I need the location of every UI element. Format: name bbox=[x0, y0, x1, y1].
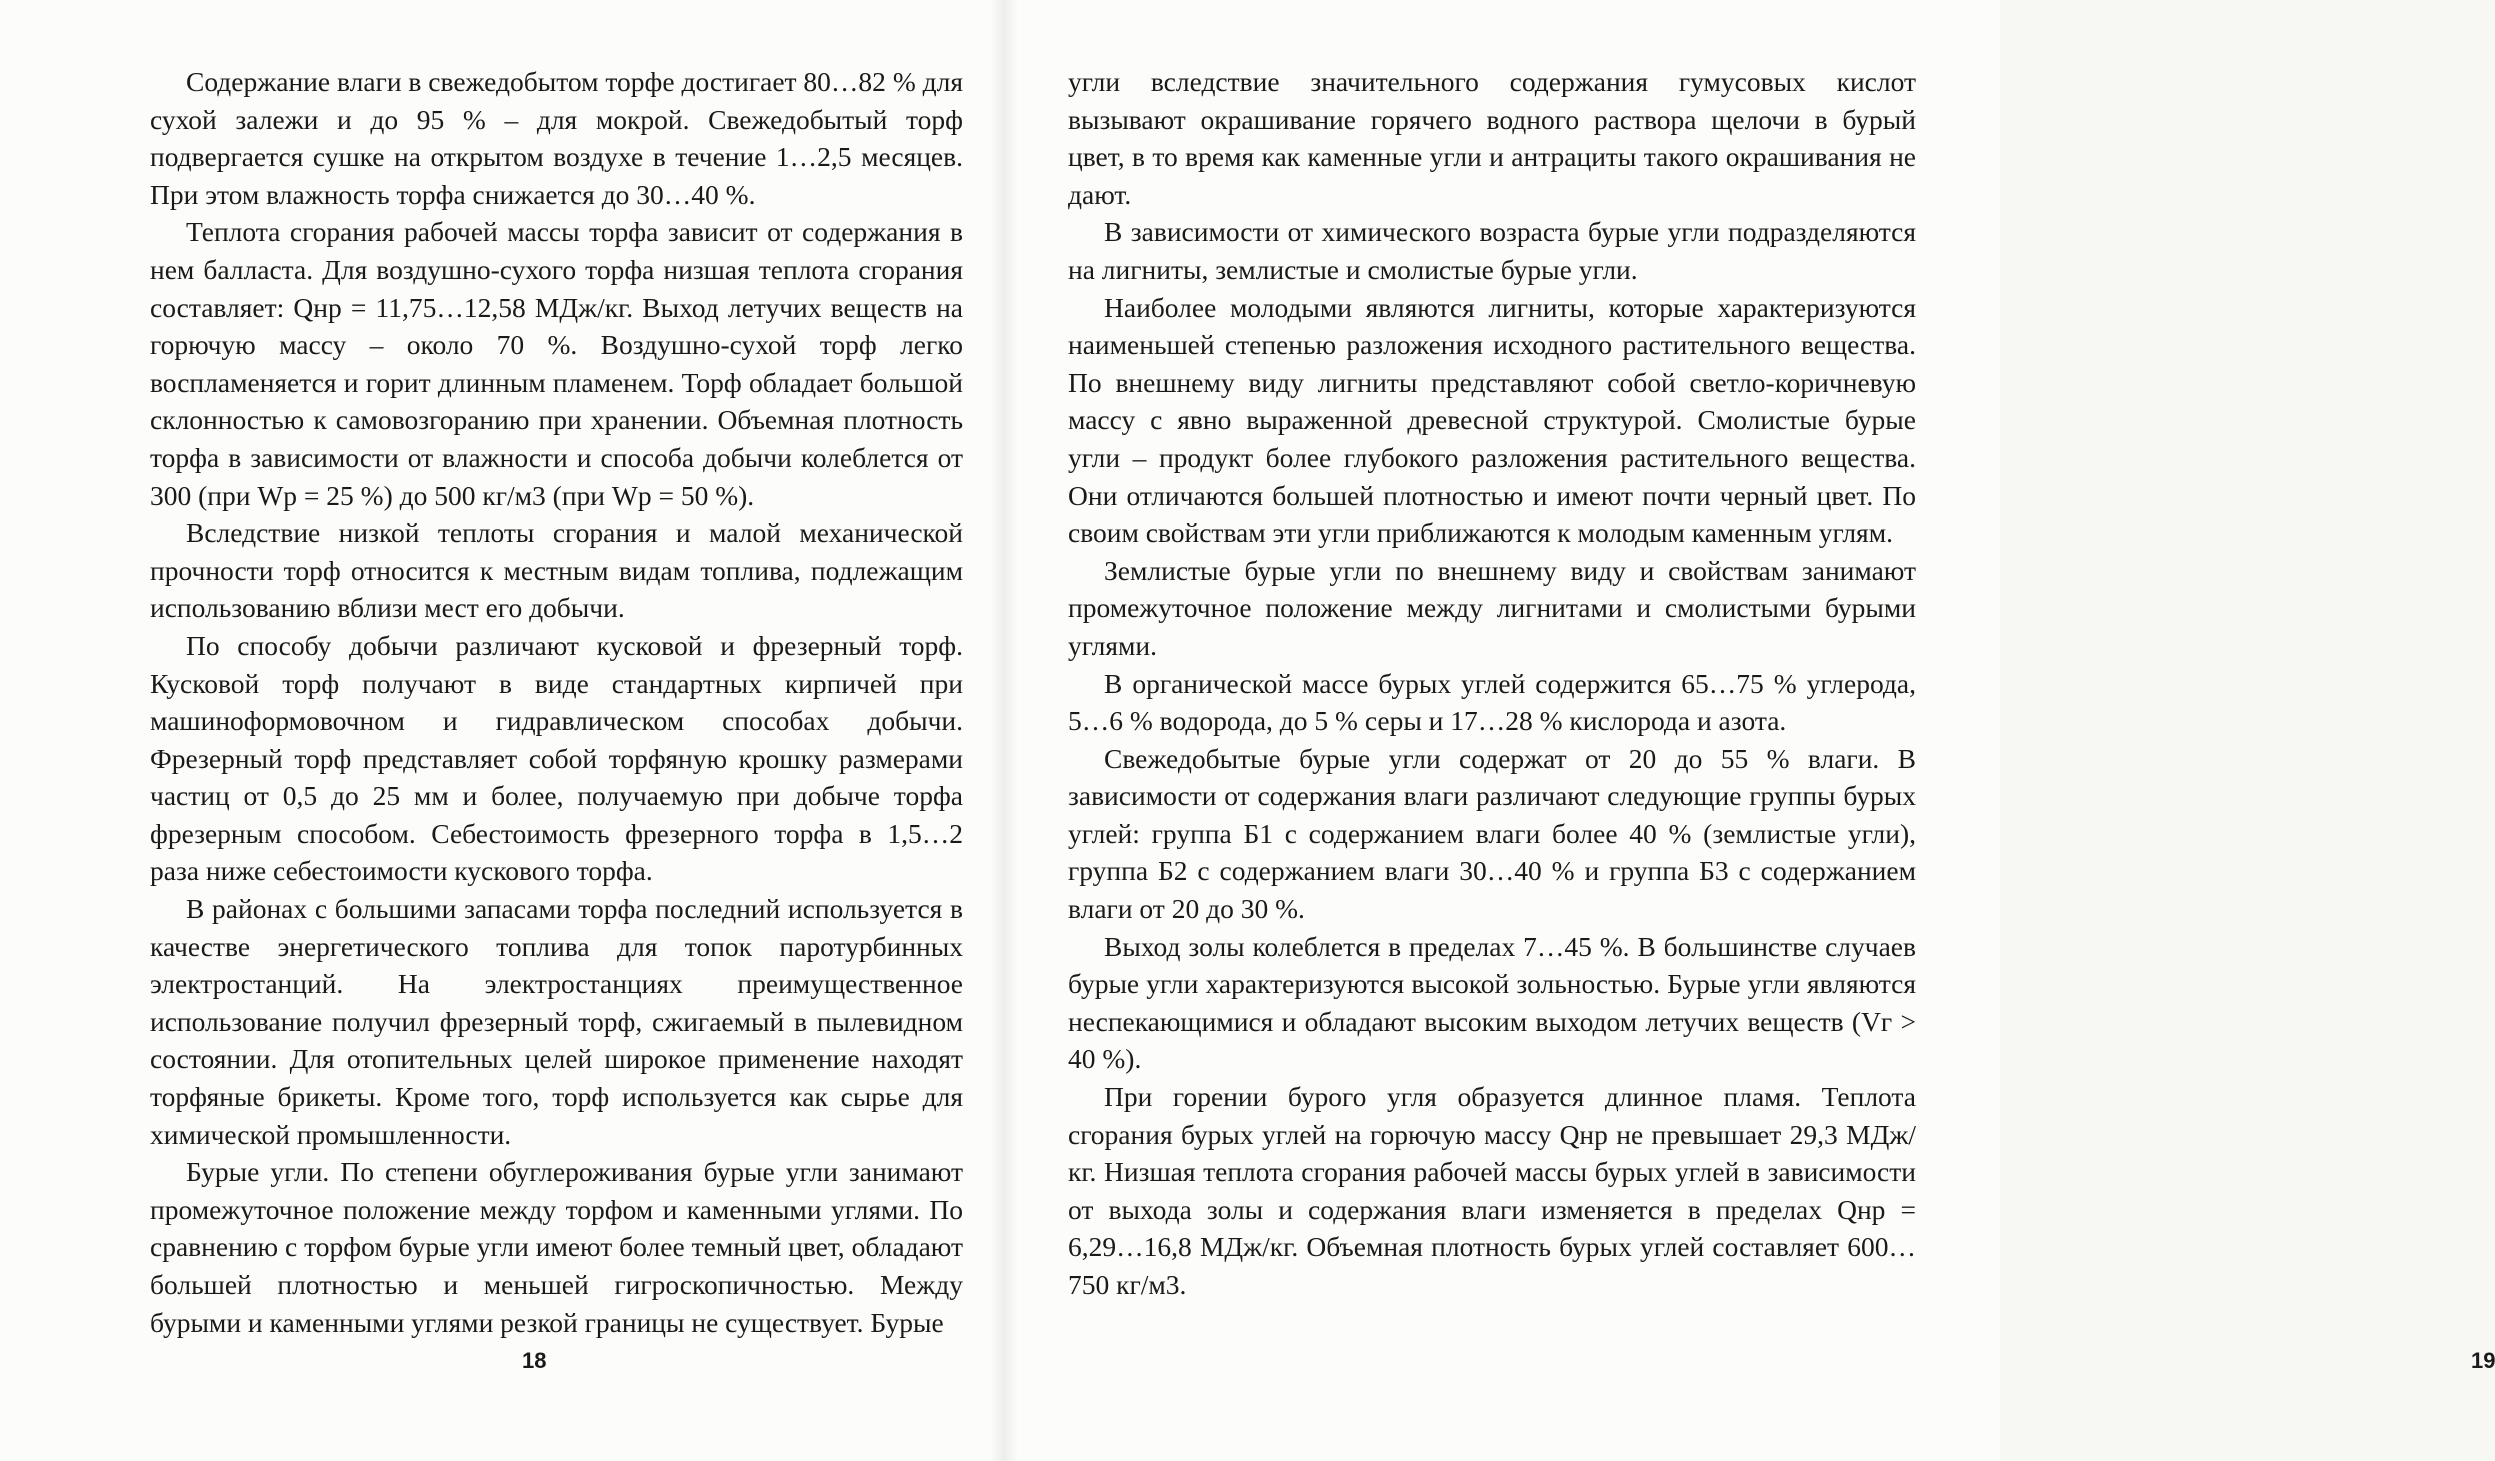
paragraph: Землистые бурые угли по внешнему виду и свойствам занимают промежуточное положение между лигнитами и смолистыми бурыми углями. bbox=[1068, 554, 1916, 661]
paragraph: В районах с большими запасами торфа последний используется в качестве энергетического топлива для топок паротурбинных электростанций. На электростанциях преимущественное использование получил фрезерный торф, сжигаемый в пылевидном состоянии. Для отопительных целей широкое применение находят торфяные брикеты. Кроме того, торф используется как сырье для химической промышленности. bbox=[150, 893, 963, 1150]
book-gutter bbox=[990, 0, 1018, 1461]
page-number-left: 18 bbox=[522, 1348, 547, 1373]
paragraph: Бурые угли. По степени обуглероживания бурые угли занимают промежуточное положение между торфом и каменными углями. По сравнению с торфом бурые угли имеют более темный цвет, обладают большей плотностью и меньшей гигроскопичностью. Между бурыми и каменными углями резкой границы не существует. Бурые bbox=[150, 1156, 963, 1338]
paragraph: Теплота сгорания рабочей массы торфа зависит от содержания в нем балласта. Для воздушно-сухого торфа низшая теплота сгорания составляет: Qнр = 11,75…12,58 МДж/кг. Выход летучих веществ на горючую массу – около 70 %. Воздушно-сухой торф легко воспламеняется и горит длинным пламенем. Торф обладает большой склонностью к самовозгоранию при хранении. Объемная плотность торфа в зависимости от влажности и способа добычи колеблется от 300 (при Wр = 25 %) до 500 кг/м3 (при Wр = 50 %). bbox=[150, 216, 963, 511]
paragraph: Выход золы колеблется в пределах 7…45 %. В большинстве случаев бурые угли характеризуются высокой зольностью. Бурые угли являются неспекающимися и обладают высоким выходом летучих веществ (Vг > 40 %). bbox=[1068, 930, 1916, 1075]
right-page-text bbox=[1068, 63, 1916, 1304]
paragraph: При горении бурого угля образуется длинное пламя. Теплота сгорания бурых углей на горючую массу Qнр не превышает 29,3 МДж/кг. Низшая теплота сгорания рабочей массы бурых углей в зависимости от выхода золы и содержания влаги изменяется в пределах Qнр = 6,29…16,8 МДж/кг. Объемная плотность бурых углей составляет 600…750 кг/м3. bbox=[1068, 1081, 1916, 1300]
paragraph: Вследствие низкой теплоты сгорания и малой механической прочности торф относится к местным видам топлива, подлежащим использованию вблизи мест его добычи. bbox=[150, 517, 963, 624]
paragraph: Наиболее молодыми являются лигниты, которые характеризуются наименьшей степенью разложения исходного растительного вещества. По внешнему виду лигниты представляют собой светло-коричневую массу с явно выраженной древесной структурой. Смолистые бурые угли – продукт более глубокого разложения растительного вещества. Они отличаются большей плотностью и имеют почти черный цвет. По своим свойствам эти угли приближаются к молодым каменным углям. bbox=[1068, 291, 1916, 549]
paragraph: угли вследствие значительного содержания гумусовых кислот вызывают окрашивание горячего водного раствора щелочи в бурый цвет, в то время как каменные угли и антрациты такого окрашивания не дают. bbox=[1068, 66, 1916, 210]
paragraph: В зависимости от химического возраста бурые угли подразделяются на лигниты, землистые и смолистые бурые угли. bbox=[1068, 216, 1916, 285]
paragraph: В органической массе бурых углей содержится 65…75 % углерода, 5…6 % водорода, до 5 % серы и 17…28 % кислорода и азота. bbox=[1068, 667, 1916, 737]
paragraph: По способу добычи различают кусковой и фрезерный торф. Кусковой торф получают в виде стандартных кирпичей при машиноформовочном и гидравлическом способах добычи. Фрезерный торф представляет собой торфяную крошку размерами частиц от 0,5 до 25 мм и более, получаемую при добыче торфа фрезерным способом. Себестоимость фрезерного торфа в 1,5…2 раза ниже себестоимости кускового торфа. bbox=[150, 629, 963, 887]
page-number-right: 19 bbox=[2471, 1348, 2495, 1373]
paragraph: Содержание влаги в свежедобытом торфе достигает 80…82 % для сухой залежи и до 95 % – для мокрой. Свежедобытый торф подвергается сушке на открытом воздухе в течение 1…2,5 месяцев. При этом влажность торфа снижается до 30…40 %. bbox=[150, 66, 963, 210]
left-page-text bbox=[150, 63, 963, 1341]
paragraph: Свежедобытые бурые угли содержат от 20 до 55 % влаги. В зависимости от содержания влаги различают следующие группы бурых углей: группа Б1 с содержанием влаги более 40 % (землистые угли), группа Б2 с содержанием влаги 30…40 % и группа Б3 с содержанием влаги от 20 до 30 %. bbox=[1068, 742, 1916, 925]
